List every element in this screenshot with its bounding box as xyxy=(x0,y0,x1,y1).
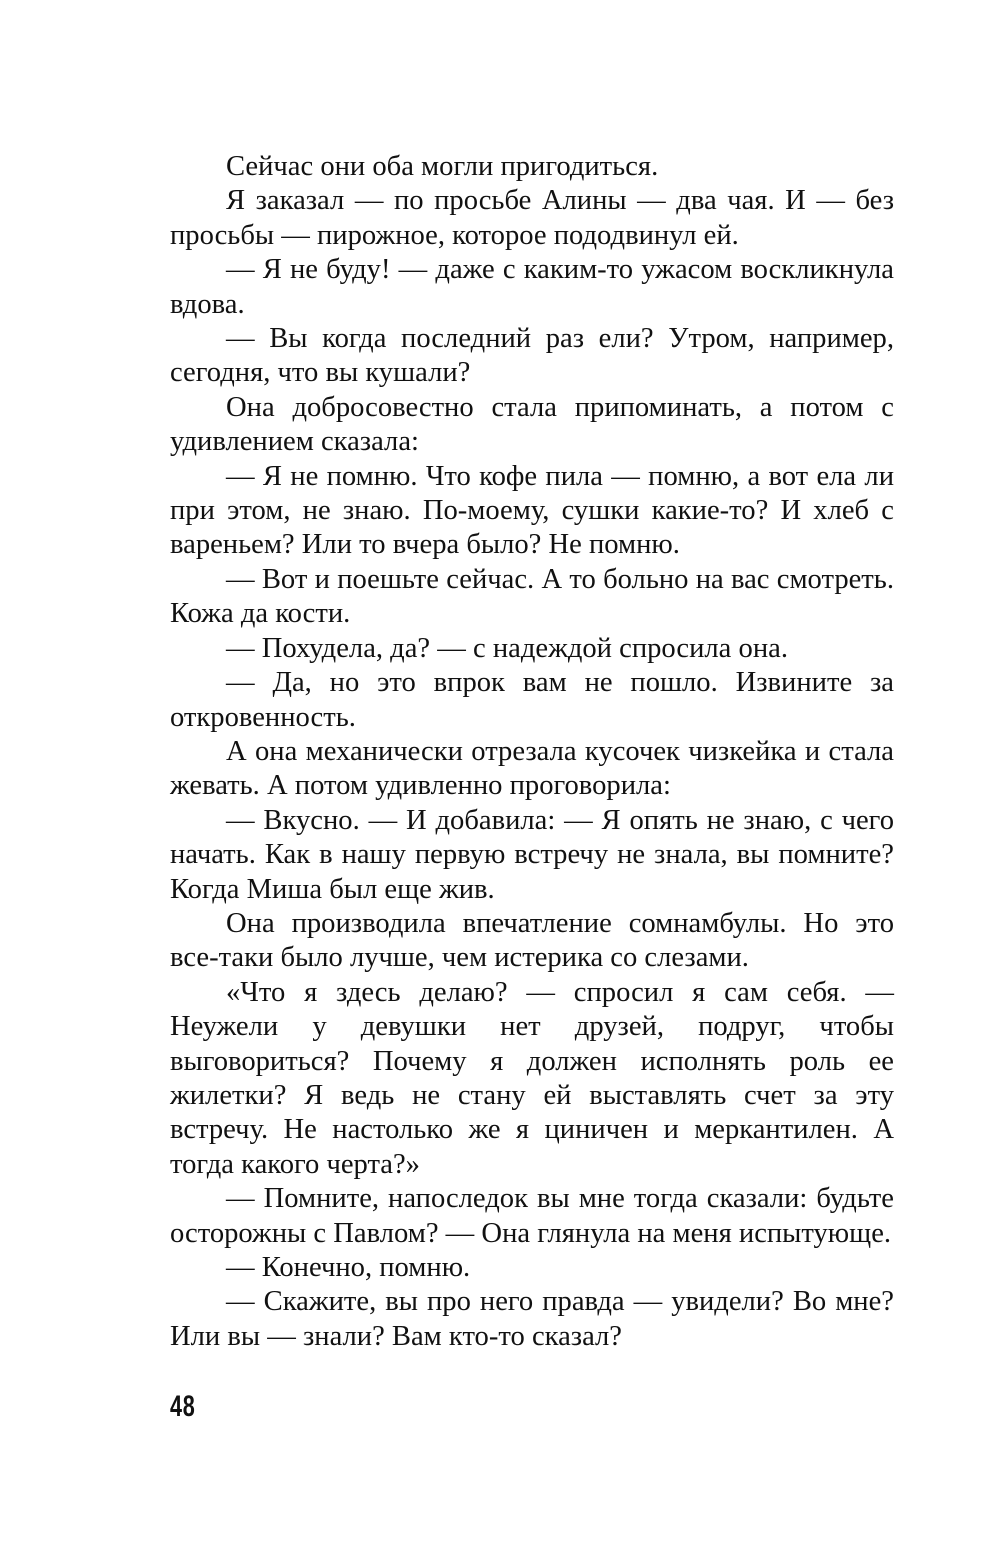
paragraph: — Я не буду! — даже с каким-то ужасом воскликнула вдова. xyxy=(170,254,894,320)
page-number: 48 xyxy=(170,1390,196,1423)
paragraph: — Вот и поешьте сейчас. А то больно на вас смотреть. Кожа да кости. xyxy=(170,563,894,630)
paragraph: — Скажите, вы про него правда — увидели? Во мне? Или вы — знали? Вам кто-то сказал? xyxy=(170,1286,894,1352)
paragraph: — Вкусно. — И добавила: — Я опять не знаю, с чего начать. Как в нашу первую встречу не знала, вы помните? Когда Миша был еще жив. xyxy=(170,804,894,905)
paragraph: — Похудела, да? — с надеждой спросила она. xyxy=(226,632,788,664)
paragraph: — Да, но это впрок вам не пошло. Извините за откровенность. xyxy=(170,667,894,733)
paragraph: — Помните, напоследок вы мне тогда сказали: будьте осторожны с Павлом? — Она глянула на меня испытующе. xyxy=(170,1183,894,1249)
paragraph: Сейчас они оба могли пригодиться. xyxy=(226,151,659,182)
paragraph: А она механически отрезала кусочек чизкейка и стала жевать. А потом удивленно проговорила: xyxy=(170,735,894,802)
body-text xyxy=(170,150,894,1354)
paragraph: Она производила впечатление сомнамбулы. Но это все-таки было лучше, чем истерика со слезами. xyxy=(170,907,894,974)
paragraph: Она добросовестно стала припоминать, а потом с удивлением сказала: xyxy=(170,391,894,458)
paragraph: — Вы когда последний раз ели? Утром, например, сегодня, что вы кушали? xyxy=(170,323,894,389)
paragraph: — Конечно, помню. xyxy=(226,1252,471,1283)
paragraph: «Что я здесь делаю? — спросил я сам себя. — Неужели у девушки нет друзей, подруг, чтобы выговориться? Почему я должен исполнять роль ее жилетки? Я ведь не стану ей выставлять счет за эту встречу. Не настолько же я циничен и меркантилен. А тогда какого черта?» xyxy=(170,976,894,1180)
paragraph: — Я не помню. Что кофе пила — помню, а вот ела ли при этом, не знаю. По-моему, сушки какие-то? И хлеб с вареньем? Или то вчера было? Не помню. xyxy=(170,460,894,561)
paragraph: Я заказал — по просьбе Алины — два чая. И — без просьбы — пирожное, которое пододвинул ей. xyxy=(170,185,894,251)
